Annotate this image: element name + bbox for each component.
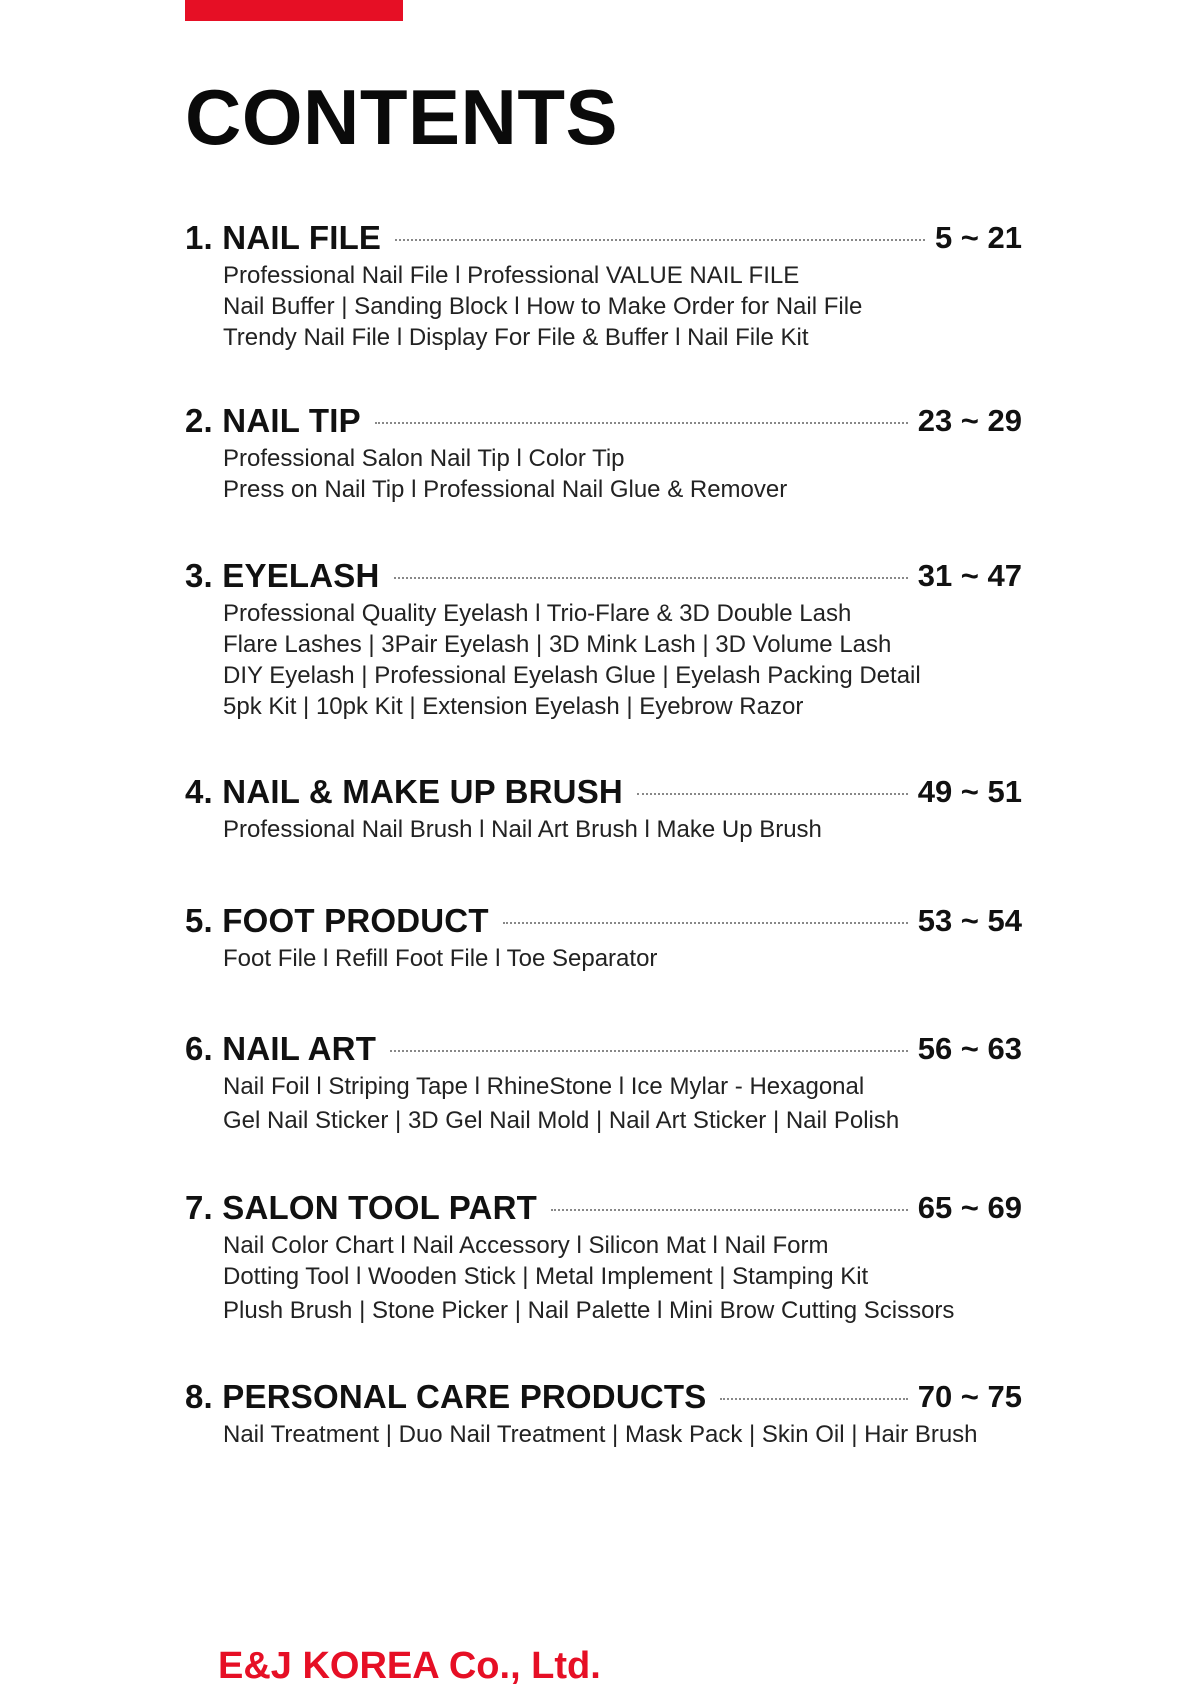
toc-section-nail-tip (185, 401, 1022, 505)
item-line: Nail Color Chart l Nail Accessory l Silicon Mat l Nail Form (223, 1232, 829, 1259)
dotted-leader (551, 1209, 908, 1211)
section-items (223, 443, 1022, 505)
toc-section-header[interactable] (185, 901, 1022, 941)
toc-section-eyelash (185, 556, 1022, 722)
section-items (223, 814, 1022, 845)
page-range: 53 ~ 54 (917, 903, 1022, 938)
section-items (223, 1419, 1022, 1450)
toc-section-personal-care (185, 1377, 1022, 1450)
company-name: E&J KOREA Co., Ltd. (218, 1645, 601, 1687)
item-line: Flare Lashes | 3Pair Eyelash | 3D Mink Lash | 3D Volume Lash (223, 631, 892, 658)
item-line: Professional Salon Nail Tip l Color Tip (223, 445, 625, 472)
section-items (223, 260, 1022, 353)
item-line: 5pk Kit | 10pk Kit | Extension Eyelash | Eyebrow Razor (223, 693, 804, 720)
item-line: Foot File l Refill Foot File l Toe Separator (223, 945, 658, 972)
page-range: 49 ~ 51 (917, 774, 1022, 809)
dotted-leader (395, 239, 925, 241)
toc-section-salon-tool-part (185, 1188, 1022, 1326)
toc-section-header[interactable] (185, 556, 1022, 596)
toc-section-header[interactable] (185, 1377, 1022, 1417)
section-title: 7. SALON TOOL PART (185, 1189, 537, 1226)
item-line: Nail Buffer | Sanding Block l How to Make Order for Nail File (223, 293, 863, 320)
item-line: Professional Nail Brush l Nail Art Brush l Make Up Brush (223, 816, 822, 843)
page-range: 70 ~ 75 (917, 1379, 1022, 1414)
section-title: 2. NAIL TIP (185, 402, 361, 439)
dotted-leader (394, 577, 908, 579)
section-title: 4. NAIL & MAKE UP BRUSH (185, 773, 623, 810)
accent-bar (185, 0, 403, 21)
item-line: Dotting Tool l Wooden Stick | Metal Implement | Stamping Kit (223, 1263, 869, 1290)
section-title: 1. NAIL FILE (185, 219, 382, 256)
dotted-leader (390, 1050, 908, 1052)
toc-section-header[interactable] (185, 1029, 1022, 1069)
item-line: Gel Nail Sticker | 3D Gel Nail Mold | Nail Art Sticker | Nail Polish (223, 1107, 900, 1134)
item-line: Trendy Nail File l Display For File & Buffer l Nail File Kit (223, 324, 809, 351)
section-title: 6. NAIL ART (185, 1030, 377, 1067)
toc-section-nail-makeup-brush (185, 772, 1022, 845)
page-range: 5 ~ 21 (934, 220, 1022, 255)
section-title: 5. FOOT PRODUCT (185, 902, 489, 939)
dotted-leader (375, 422, 908, 424)
page-range: 23 ~ 29 (917, 403, 1022, 438)
item-line: Nail Treatment | Duo Nail Treatment | Mask Pack | Skin Oil | Hair Brush (223, 1421, 978, 1448)
section-items (223, 1071, 1022, 1136)
dotted-leader (720, 1398, 907, 1400)
toc-section-header[interactable] (185, 218, 1022, 258)
toc-section-foot-product (185, 901, 1022, 974)
item-line: Nail Foil l Striping Tape l RhineStone l Ice Mylar - Hexagonal (223, 1073, 865, 1100)
page-title: CONTENTS (185, 73, 618, 161)
item-line: DIY Eyelash | Professional Eyelash Glue | Eyelash Packing Detail (223, 662, 921, 689)
section-title: 8. PERSONAL CARE PRODUCTS (185, 1378, 707, 1415)
toc-section-header[interactable] (185, 401, 1022, 441)
item-line: Press on Nail Tip l Professional Nail Glue & Remover (223, 476, 788, 503)
section-items (223, 1230, 1022, 1326)
page-range: 65 ~ 69 (917, 1190, 1022, 1225)
toc-section-nail-art (185, 1029, 1022, 1136)
toc-section-header[interactable] (185, 772, 1022, 812)
item-line: Professional Nail File l Professional VALUE NAIL FILE (223, 262, 800, 289)
item-line: Plush Brush | Stone Picker | Nail Palette l Mini Brow Cutting Scissors (223, 1297, 955, 1324)
dotted-leader (637, 793, 908, 795)
toc-section-header[interactable] (185, 1188, 1022, 1228)
item-line: Professional Quality Eyelash l Trio-Flare & 3D Double Lash (223, 600, 852, 627)
section-items (223, 598, 1022, 722)
page-range: 56 ~ 63 (917, 1031, 1022, 1066)
dotted-leader (503, 922, 908, 924)
section-title: 3. EYELASH (185, 557, 380, 594)
page-range: 31 ~ 47 (917, 558, 1022, 593)
section-items (223, 943, 1022, 974)
toc-section-nail-file (185, 218, 1022, 353)
